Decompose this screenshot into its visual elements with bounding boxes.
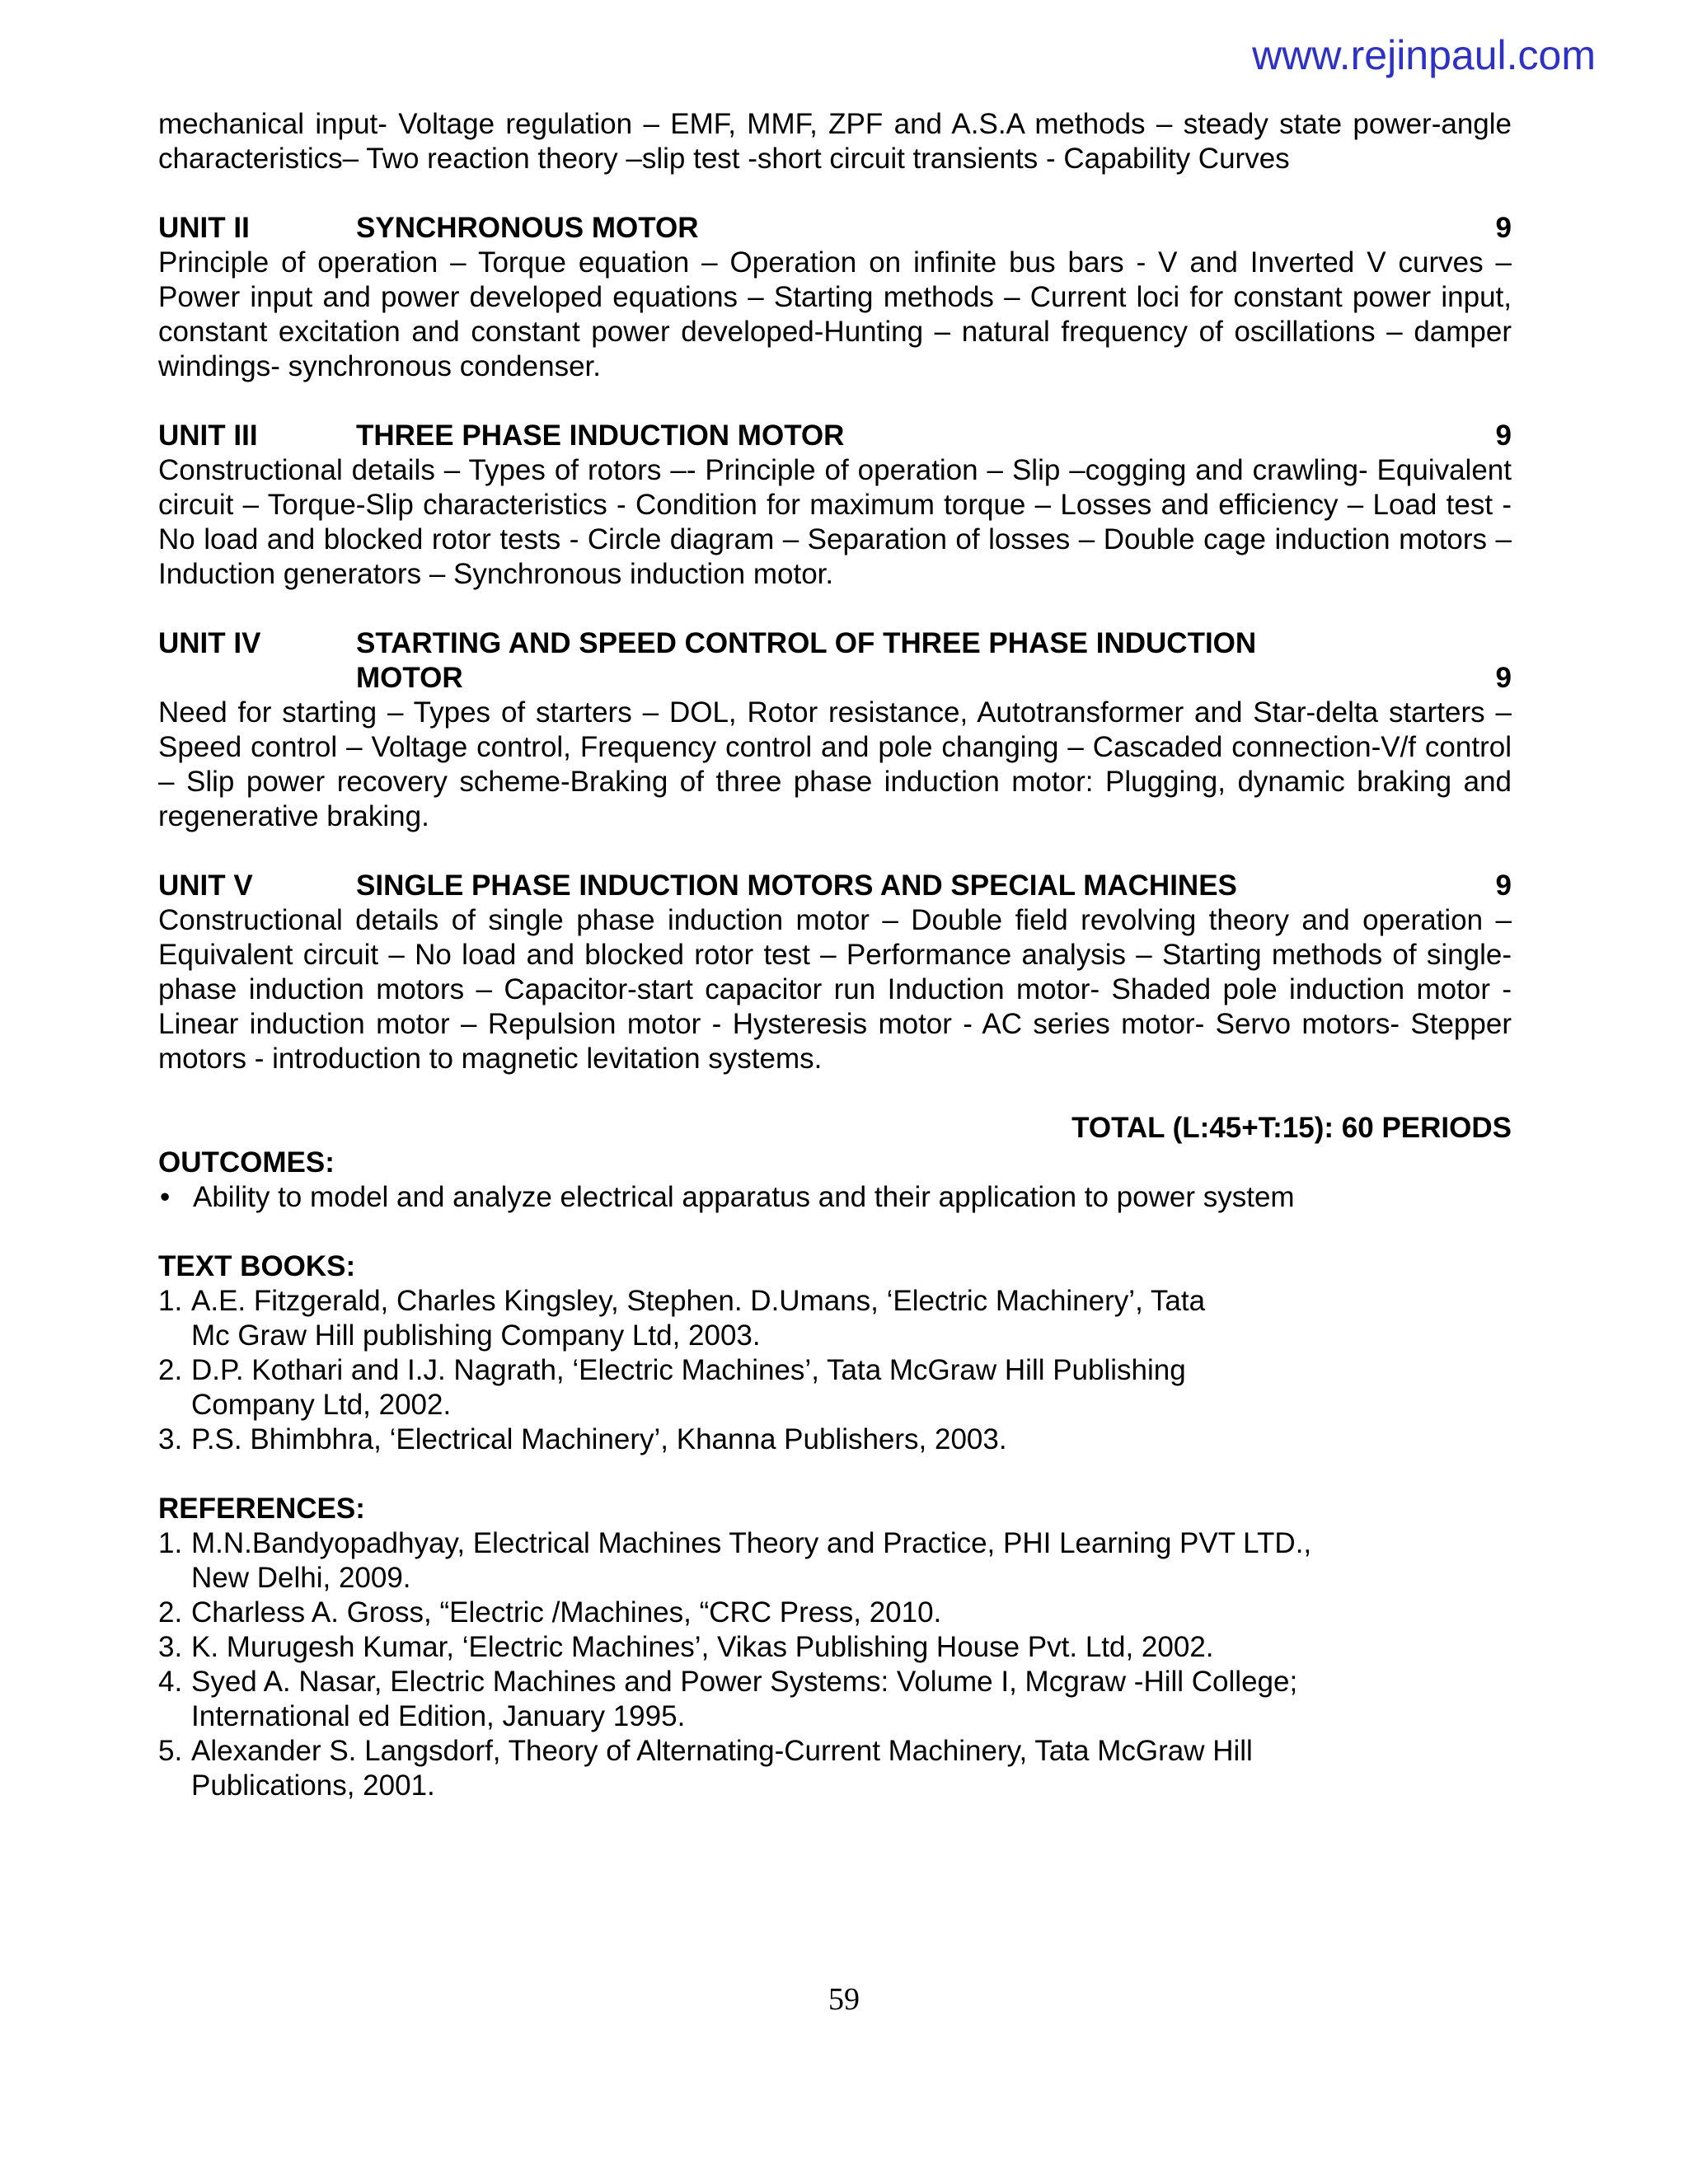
outcome-item	[158, 1180, 1512, 1215]
list-item	[158, 1422, 1512, 1457]
list-item-number: 4.	[158, 1666, 183, 1698]
unit-3-number: UNIT III	[158, 419, 258, 452]
references-list	[158, 1526, 1512, 1803]
unit-5-heading	[158, 869, 1512, 903]
list-item-line: Publications, 2001.	[191, 1769, 435, 1802]
list-item-number: 1.	[158, 1285, 183, 1317]
total-periods: TOTAL (L:45+T:15): 60 PERIODS	[1071, 1112, 1512, 1144]
unit-3-heading	[158, 419, 1512, 453]
unit-5-hours: 9	[1495, 869, 1512, 902]
spacer	[158, 1215, 1512, 1249]
intro-paragraph: mechanical input- Voltage regulation – EMF, MMF, ZPF and A.S.A methods – steady state power-angle characteristics– Two reaction theory –slip test -short circuit transients - Capability Curves	[158, 108, 1512, 175]
list-item-line: International ed Edition, January 1995.	[191, 1700, 686, 1732]
unit-5	[158, 869, 1512, 1076]
list-item-number: 3.	[158, 1423, 183, 1455]
list-item	[158, 1284, 1512, 1353]
unit-3-title: THREE PHASE INDUCTION MOTOR	[356, 419, 845, 452]
list-item-line: P.S. Bhimbhra, ‘Electrical Machinery’, Khanna Publishers, 2003.	[191, 1423, 1007, 1455]
unit-5-body: Constructional details of single phase induction motor – Double field revolving theory and operation – Equivalent circuit – No load and blocked rotor test – Performance analysis – Starting methods of single-phase induction motors – Capacitor-start capacitor run Induction motor- Shaded pole induction motor - Linear induction motor – Repulsion motor - Hysteresis motor - AC series motor- Servo motors- Stepper motors - introduction to magnetic levitation systems.	[158, 904, 1512, 1075]
unit-5-number: UNIT V	[158, 869, 253, 902]
unit-4-number: UNIT IV	[158, 627, 261, 659]
unit-2	[158, 211, 1512, 384]
unit-4	[158, 626, 1512, 834]
page-number: 59	[828, 1982, 860, 2017]
list-item	[158, 1353, 1512, 1422]
list-item	[158, 1665, 1512, 1734]
list-item-number: 2.	[158, 1596, 183, 1629]
outcomes-list	[158, 1180, 1512, 1215]
text-books-list	[158, 1284, 1512, 1457]
outcomes-heading: OUTCOMES:	[158, 1146, 335, 1179]
bullet-icon: •	[160, 1181, 171, 1213]
unit-4-heading	[158, 626, 1512, 696]
unit-5-title: SINGLE PHASE INDUCTION MOTORS AND SPECIAL MACHINES	[356, 869, 1237, 902]
syllabus-content	[158, 107, 1512, 1803]
spacer	[158, 1457, 1512, 1492]
unit-2-heading	[158, 211, 1512, 246]
list-item-line: Company Ltd, 2002.	[191, 1389, 452, 1421]
references-heading: REFERENCES:	[158, 1493, 365, 1525]
unit-3-body: Constructional details – Types of rotors –- Principle of operation – Slip –cogging and crawling- Equivalent circuit – Torque-Slip characteristics - Condition for maximum torque – Losses and efficiency – Load test - No load and blocked rotor tests - Circle diagram – Separation of losses – Double cage induction motors –Induction generators – Synchronous induction motor.	[158, 454, 1512, 590]
unit-4-body: Need for starting – Types of starters – DOL, Rotor resistance, Autotransformer and Star-delta starters – Speed control – Voltage control, Frequency control and pole changing – Cascaded connection-V/f control – Slip power recovery scheme-Braking of three phase induction motor: Plugging, dynamic braking and regenerative braking.	[158, 696, 1512, 832]
unit-2-number: UNIT II	[158, 212, 250, 244]
list-item-number: 1.	[158, 1527, 183, 1559]
text-books-heading: TEXT BOOKS:	[158, 1250, 356, 1282]
list-item-line: D.P. Kothari and I.J. Nagrath, ‘Electric Machines’, Tata McGraw Hill Publishing	[191, 1354, 1186, 1386]
list-item-line: New Delhi, 2009.	[191, 1562, 411, 1594]
list-item-line: Mc Graw Hill publishing Company Ltd, 2003.	[191, 1319, 761, 1352]
unit-2-body: Principle of operation – Torque equation – Operation on infinite bus bars - V and Inverted V curves – Power input and power developed equations – Starting methods – Current loci for constant power input, constant excitation and constant power developed-Hunting – natural frequency of oscillations – damper windings- synchronous condenser.	[158, 246, 1512, 382]
list-item-number: 3.	[158, 1631, 183, 1663]
unit-4-hours: 9	[1495, 662, 1512, 694]
unit-3-hours: 9	[1495, 419, 1512, 452]
list-item-line: A.E. Fitzgerald, Charles Kingsley, Stephen. D.Umans, ‘Electric Machinery’, Tata	[191, 1285, 1206, 1317]
list-item-line: Alexander S. Langsdorf, Theory of Alternating-Current Machinery, Tata McGraw Hill	[191, 1735, 1253, 1767]
list-item	[158, 1526, 1512, 1596]
unit-2-title: SYNCHRONOUS MOTOR	[356, 212, 699, 244]
unit-2-hours: 9	[1495, 212, 1512, 244]
list-item-line: Charless A. Gross, “Electric /Machines, “CRC Press, 2010.	[191, 1596, 942, 1629]
list-item-line: K. Murugesh Kumar, ‘Electric Machines’, Vikas Publishing House Pvt. Ltd, 2002.	[191, 1631, 1214, 1663]
list-item	[158, 1596, 1512, 1630]
outcomes-section	[158, 1146, 1512, 1215]
list-item	[158, 1630, 1512, 1665]
list-item-number: 5.	[158, 1735, 183, 1767]
unit-4-title	[356, 626, 1462, 696]
list-item-line: Syed A. Nasar, Electric Machines and Power Systems: Volume I, Mcgraw -Hill College;	[191, 1666, 1298, 1698]
list-item-line: M.N.Bandyopadhyay, Electrical Machines Theory and Practice, PHI Learning PVT LTD.,	[191, 1527, 1312, 1559]
unit-4-title-line-2: MOTOR	[356, 662, 463, 694]
watermark-url: www.rejinpaul.com	[1252, 32, 1596, 78]
list-item	[158, 1734, 1512, 1803]
outcome-item-text: Ability to model and analyze electrical apparatus and their application to power system	[193, 1181, 1295, 1213]
unit-3	[158, 419, 1512, 592]
list-item-number: 2.	[158, 1354, 183, 1386]
references-section	[158, 1492, 1512, 1803]
unit-4-title-line-1: STARTING AND SPEED CONTROL OF THREE PHASE INDUCTION	[356, 627, 1257, 659]
text-books-section	[158, 1249, 1512, 1457]
